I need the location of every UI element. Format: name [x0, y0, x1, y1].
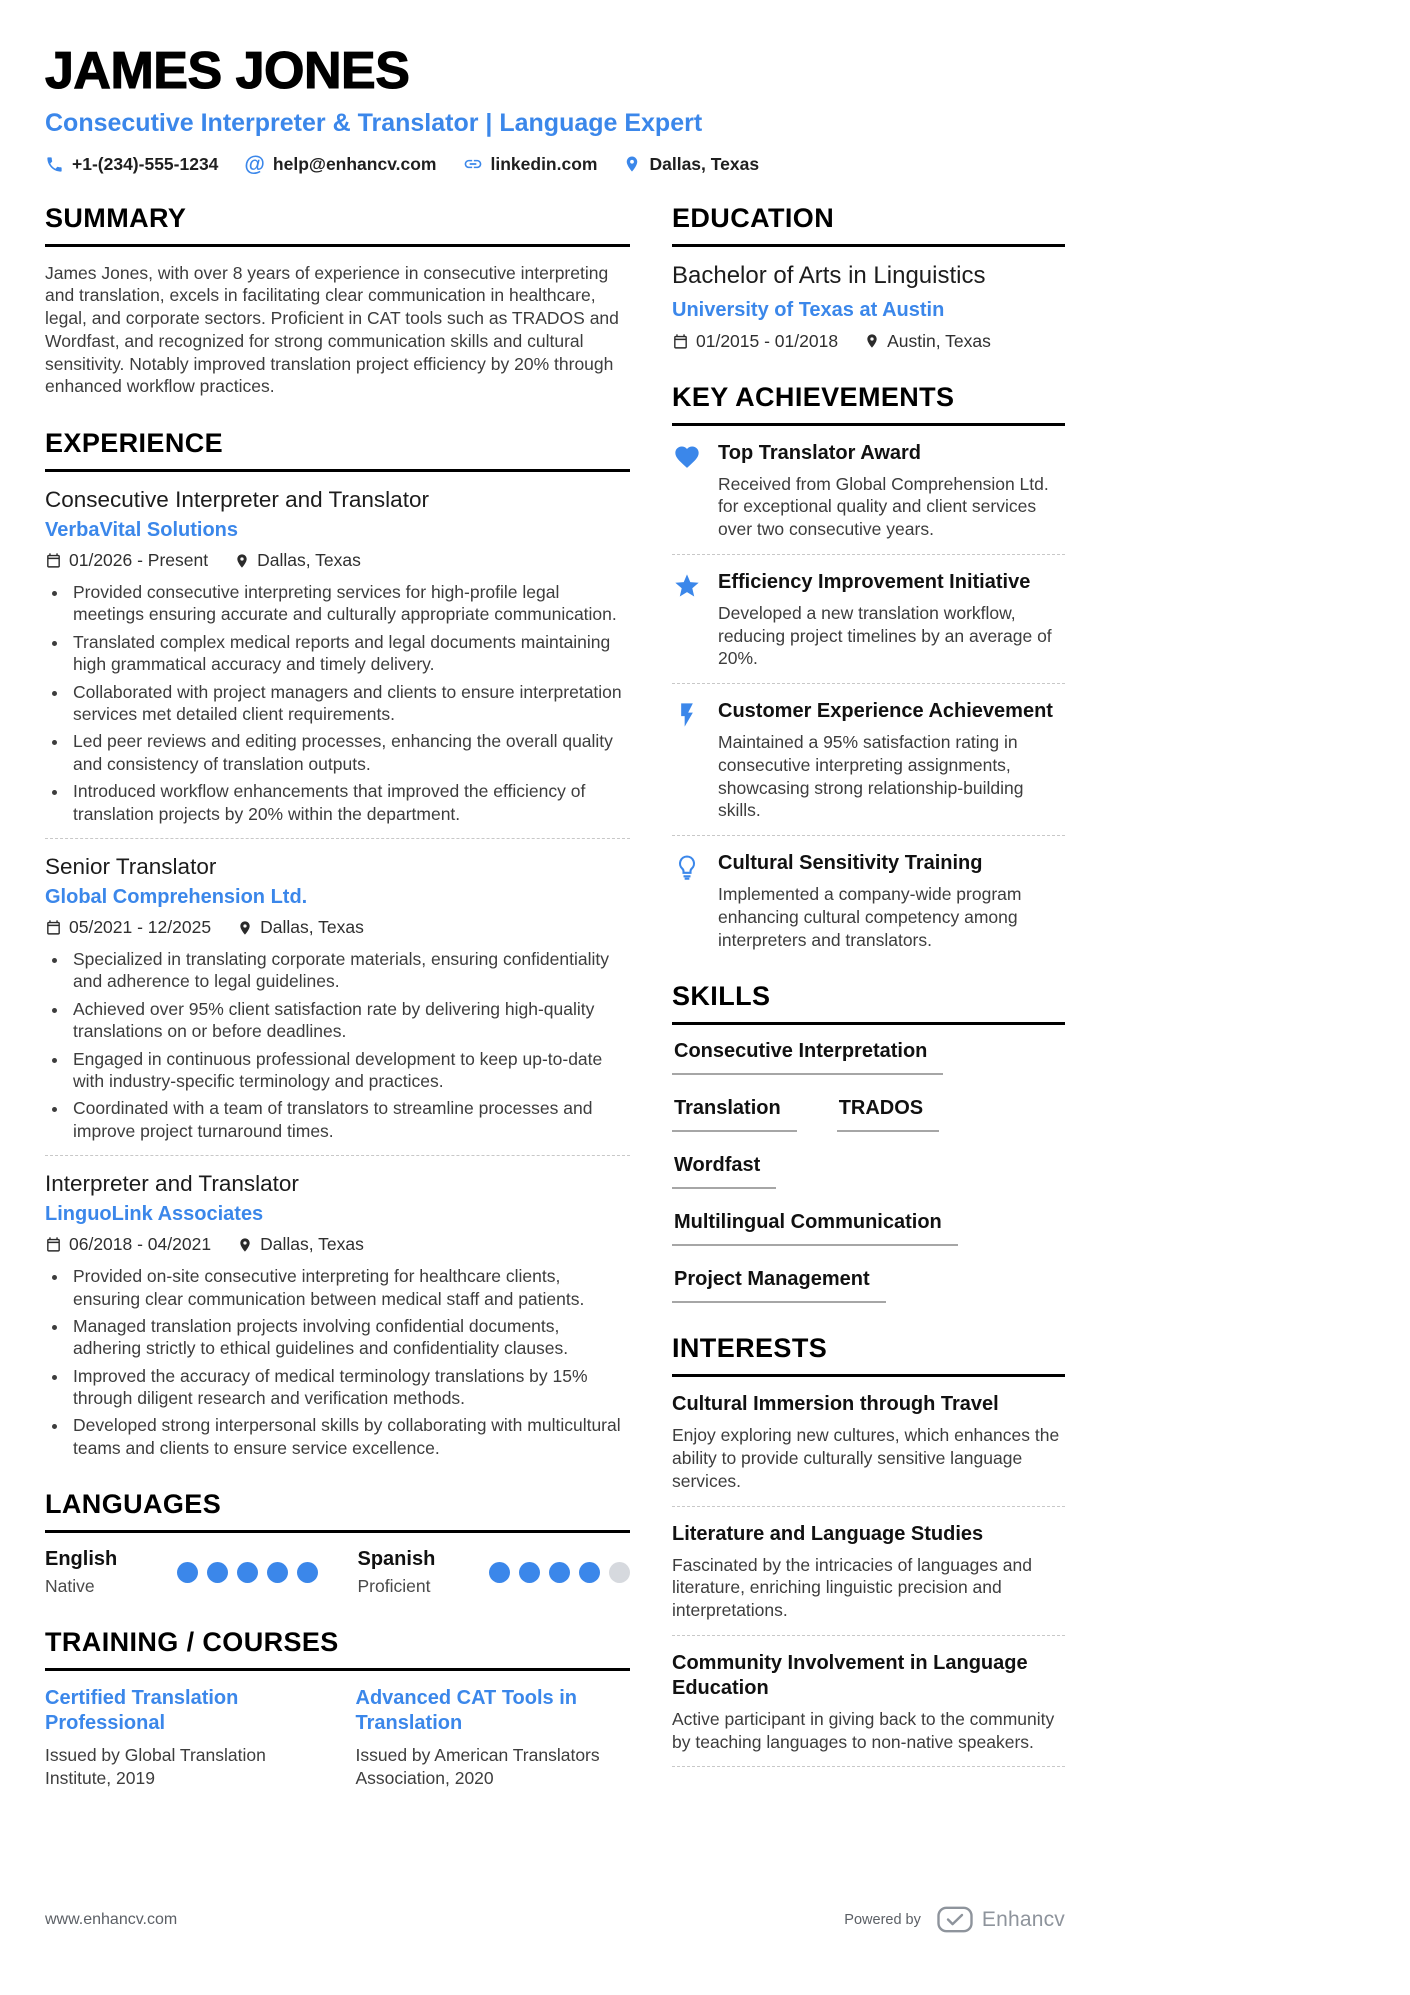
- degree: Bachelor of Arts in Linguistics: [672, 261, 986, 289]
- course-title: Advanced CAT Tools in Translation: [355, 1687, 577, 1735]
- job-bullet: • Provided consecutive interpreting services for high-profile legal meetings ensuring accurate and culturally appropriate communication.: [69, 581, 630, 626]
- dashed-divider: [672, 1766, 1065, 1767]
- dashed-divider: [672, 554, 1065, 555]
- section-achievements: [672, 382, 1065, 952]
- achievement-title: Cultural Sensitivity Training: [718, 852, 983, 875]
- interest-text: Enjoy exploring new cultures, which enhances the ability to provide culturally sensitive language services.: [672, 1425, 1060, 1491]
- achievement-body: [718, 441, 1065, 541]
- achievement-title: Efficiency Improvement Initiative: [718, 570, 1031, 593]
- school-name: University of Texas at Austin: [672, 298, 945, 321]
- job-bullet: • Coordinated with a team of translators to streamline processes and improve project turnaround times.: [69, 1097, 630, 1142]
- job-location: [237, 917, 364, 938]
- enhancv-logo-icon: [937, 1906, 973, 1933]
- contact-link[interactable]: [463, 154, 598, 175]
- enhancv-brand-text: Enhancv: [981, 1907, 1065, 1931]
- interest-item: [672, 1651, 1065, 1754]
- job-bullet: • Translated complex medical reports and legal documents maintaining high grammatical accuracy and timely delivery.: [69, 631, 630, 676]
- job-dates: [45, 917, 211, 938]
- achievement-text: Implemented a company-wide program enhancing cultural competency among interpreters and translators.: [718, 884, 1022, 950]
- dashed-divider: [672, 1635, 1065, 1636]
- calendar-icon: [45, 552, 62, 569]
- interest-title: Literature and Language Studies: [672, 1522, 984, 1545]
- powered-by: [844, 1906, 1065, 1933]
- job-location: [237, 1234, 364, 1255]
- achievement-item: [672, 851, 1065, 951]
- job-date-text: 05/2021 - 12/2025: [69, 917, 212, 937]
- calendar-icon: [45, 919, 62, 936]
- dashed-divider: [672, 835, 1065, 836]
- skill-tag: Wordfast: [672, 1154, 776, 1189]
- email-address[interactable]: help@enhancv.com: [272, 153, 437, 174]
- achievement-text: Received from Global Comprehension Ltd. for exceptional quality and client services over two consecutive years.: [718, 473, 1049, 540]
- job-title: Senior Translator: [45, 854, 217, 879]
- job-bullet: • Managed translation projects involving confidential documents, adhering strictly to ethical guidelines and confidentiality clauses.: [69, 1315, 630, 1360]
- training-heading: TRAINING / COURSES: [45, 1627, 630, 1671]
- bolt-icon: [672, 699, 702, 822]
- dashed-divider: [672, 1506, 1065, 1507]
- language-item: [45, 1548, 318, 1597]
- location-pin-icon: [237, 1237, 253, 1253]
- language-level-dots: [489, 1562, 630, 1583]
- resume-header: [45, 44, 1065, 175]
- education-date-text: 01/2015 - 01/2018: [696, 330, 839, 351]
- section-languages: [45, 1489, 630, 1597]
- language-name: Spanish: [357, 1548, 436, 1571]
- location-pin-icon: [623, 155, 641, 173]
- company-name: Global Comprehension Ltd.: [45, 886, 308, 908]
- job-bullet: • Led peer reviews and editing processes, enhancing the overall quality and consistency of translation outputs.: [69, 730, 630, 775]
- powered-by-label: Powered by: [844, 1911, 921, 1928]
- summary-heading: SUMMARY: [45, 203, 630, 247]
- calendar-icon: [672, 333, 689, 350]
- lightbulb-icon: [672, 851, 702, 951]
- at-icon: @: [244, 152, 265, 176]
- achievement-item: [672, 570, 1065, 670]
- achievement-body: [718, 699, 1065, 822]
- section-training: [45, 1627, 630, 1790]
- skill-tag: TRADOS: [837, 1097, 939, 1132]
- achievement-item: [672, 699, 1065, 822]
- education-location-text: Austin, Texas: [887, 330, 991, 351]
- phone-number: +1-(234)-555-1234: [72, 153, 219, 174]
- skill-tag: Translation: [672, 1097, 797, 1132]
- enhancv-logo: [937, 1906, 1065, 1933]
- language-level-label: Proficient: [357, 1576, 431, 1597]
- job-bullet: • Specialized in translating corporate materials, ensuring confidentiality and adherence to legal guidelines.: [69, 948, 630, 993]
- footer: [45, 1906, 1065, 1933]
- training-grid: [45, 1686, 630, 1790]
- job-date-text: 01/2026 - Present: [69, 550, 209, 571]
- achievements-heading: KEY ACHIEVEMENTS: [672, 382, 1065, 426]
- contact-email[interactable]: [244, 154, 436, 175]
- education-heading: EDUCATION: [672, 203, 1065, 247]
- course-item: [356, 1686, 631, 1790]
- job-bullet: • Provided on-site consecutive interpreting for healthcare clients, ensuring clear communication between medical staff and patients.: [69, 1265, 630, 1310]
- left-column: [45, 203, 630, 1820]
- job-dates: [45, 550, 208, 571]
- education-location: [864, 331, 991, 352]
- language-level-label: Native: [45, 1576, 95, 1597]
- section-skills: [672, 981, 1065, 1303]
- experience-entry: [45, 487, 630, 825]
- course-item: [45, 1686, 320, 1790]
- interest-text: Fascinated by the intricacies of languages and literature, enriching linguistic precision and interpretations.: [672, 1554, 1032, 1621]
- contact-phone: [45, 154, 218, 175]
- linkedin-link[interactable]: linkedin.com: [490, 153, 598, 174]
- contact-row: [45, 154, 1065, 175]
- job-location-text: Dallas, Texas: [260, 917, 364, 937]
- location-pin-icon: [864, 333, 880, 349]
- skill-tag: Multilingual Communication: [672, 1211, 958, 1246]
- job-bullets: [45, 581, 630, 825]
- star-icon: [672, 570, 702, 670]
- achievement-title: Top Translator Award: [718, 441, 921, 464]
- job-bullets: [45, 1265, 630, 1459]
- job-bullet: • Improved the accuracy of medical terminology translations by 15% through diligent research and verification methods.: [69, 1365, 630, 1410]
- education-dates: [672, 331, 838, 352]
- experience-heading: EXPERIENCE: [45, 428, 630, 472]
- job-bullets: [45, 948, 630, 1142]
- dashed-divider: [45, 838, 630, 839]
- location-pin-icon: [237, 920, 253, 936]
- language-labels: [45, 1548, 117, 1597]
- skill-tag: Consecutive Interpretation: [672, 1040, 943, 1075]
- enhancv-site-link[interactable]: www.enhancv.com: [45, 1910, 178, 1928]
- interest-item: [672, 1392, 1065, 1492]
- job-meta: [45, 917, 630, 938]
- dashed-divider: [672, 683, 1065, 684]
- job-title: Interpreter and Translator: [45, 1171, 299, 1197]
- location-pin-icon: [234, 553, 250, 569]
- course-issuer: Issued by American Translators Association, 2020: [355, 1745, 600, 1788]
- calendar-icon: [45, 1236, 62, 1253]
- experience-entry: [45, 854, 630, 1142]
- achievement-title: Customer Experience Achievement: [718, 700, 1053, 723]
- right-column: [672, 203, 1065, 1820]
- candidate-headline: Consecutive Interpreter & Translator | Language Expert: [45, 108, 703, 137]
- education-meta: [672, 331, 1065, 352]
- achievement-body: [718, 570, 1065, 670]
- job-location-text: Dallas, Texas: [260, 1234, 364, 1255]
- languages-grid: [45, 1548, 630, 1597]
- company-name: VerbaVital Solutions: [45, 519, 239, 542]
- experience-entry: [45, 1171, 630, 1459]
- skill-tag: Project Management: [672, 1268, 886, 1303]
- dashed-divider: [45, 1155, 630, 1156]
- language-item: [358, 1548, 631, 1597]
- interest-text: Active participant in giving back to the community by teaching languages to non-native speakers.: [672, 1708, 1055, 1752]
- job-bullet: • Engaged in continuous professional development to keep up-to-date with industry-specific terminology and practices.: [69, 1048, 630, 1093]
- skills-list: [672, 1040, 1065, 1303]
- job-location-text: Dallas, Texas: [257, 550, 361, 571]
- candidate-name: JAMES JONES: [45, 42, 410, 100]
- achievement-body: [718, 851, 1065, 951]
- interest-title: Community Involvement in Language Education: [672, 1651, 1028, 1699]
- job-bullet: • Collaborated with project managers and clients to ensure interpretation services met detailed client requirements.: [69, 681, 630, 726]
- job-meta: [45, 1234, 630, 1255]
- interests-heading: INTERESTS: [672, 1333, 1065, 1377]
- interest-item: [672, 1522, 1065, 1622]
- header-location: Dallas, Texas: [649, 153, 760, 174]
- job-title: Consecutive Interpreter and Translator: [45, 487, 429, 513]
- achievement-text: Developed a new translation workflow, reducing project timelines by an average of 20%.: [718, 602, 1052, 669]
- contact-location: [623, 154, 759, 175]
- section-interests: [672, 1333, 1065, 1767]
- company-name: LinguoLink Associates: [45, 1203, 264, 1226]
- section-experience: [45, 428, 630, 1459]
- achievement-item: [672, 441, 1065, 541]
- languages-heading: LANGUAGES: [45, 1489, 630, 1533]
- job-location: [234, 550, 361, 571]
- course-title: Certified Translation Professional: [45, 1687, 239, 1735]
- job-bullet: • Developed strong interpersonal skills by collaborating with multicultural teams and clients to ensure service excellence.: [69, 1414, 630, 1459]
- job-bullet: • Introduced workflow enhancements that improved the efficiency of translation projects by 20% within the department.: [69, 780, 630, 825]
- job-bullet: • Achieved over 95% client satisfaction rate by delivering high-quality translations on or before deadlines.: [69, 998, 630, 1043]
- section-education: [672, 203, 1065, 352]
- summary-text: James Jones, with over 8 years of experience in consecutive interpreting and translation, excels in facilitating clear communication in healthcare, legal, and corporate sectors. Proficient in CAT tools such as TRADOS and Wordfast, and recognized for strong communication skills and cultural sensitivity. Notably improved translation project efficiency by 20% through enhanced workflow practices.: [45, 262, 619, 397]
- course-issuer: Issued by Global Translation Institute, 2019: [45, 1745, 266, 1788]
- language-level-dots: [177, 1562, 318, 1583]
- phone-icon: [45, 155, 64, 174]
- skills-heading: SKILLS: [672, 981, 1065, 1025]
- language-name: English: [45, 1548, 118, 1571]
- job-dates: [45, 1234, 211, 1255]
- job-meta: [45, 550, 630, 571]
- link-icon: [463, 154, 483, 174]
- interest-title: Cultural Immersion through Travel: [672, 1393, 999, 1416]
- language-labels: [358, 1548, 436, 1597]
- heart-icon: [672, 441, 702, 541]
- job-date-text: 06/2018 - 04/2021: [69, 1234, 212, 1255]
- section-summary: [45, 203, 630, 399]
- achievement-text: Maintained a 95% satisfaction rating in consecutive interpreting assignments, showcasing strong relationship-building skills.: [718, 732, 1024, 821]
